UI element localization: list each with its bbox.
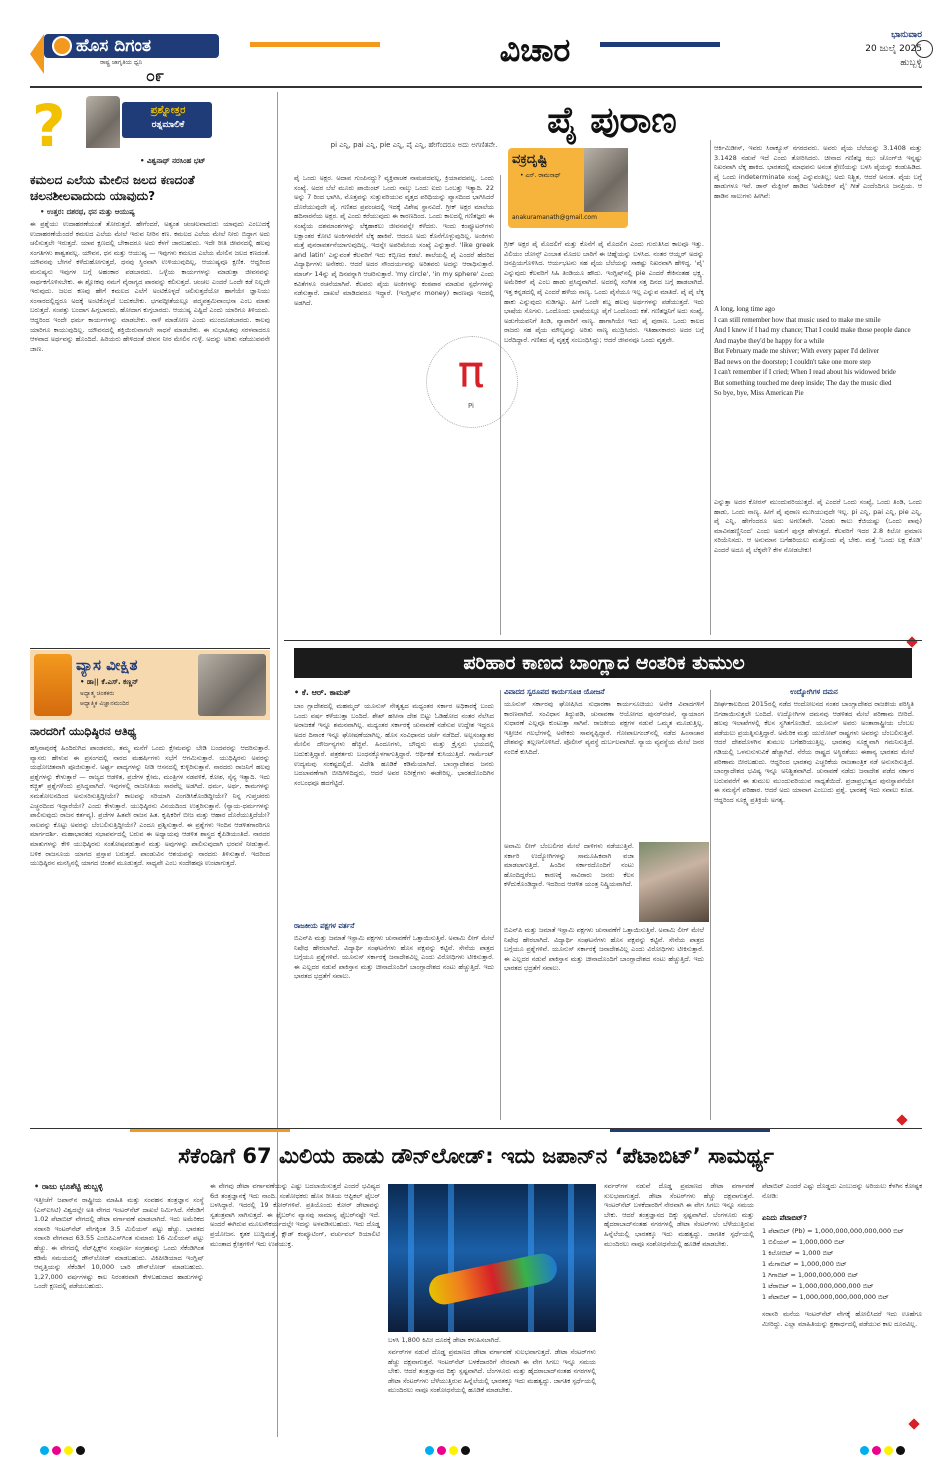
logo-text: ಹೊಸ ದಿಗಂತ — [76, 36, 151, 56]
song-line: And I knew if I had my chance; That I could make those people dance — [714, 326, 911, 334]
vyasa-header-title: ವ್ಯಾಸ ವೀಕ್ಷಿತ — [76, 656, 138, 674]
song-line: But February made me shiver; With every paper I'd deliver — [714, 347, 880, 355]
vyasa-author-photo — [198, 654, 266, 716]
song-line: So bye, bye, Miss American Pie — [714, 389, 804, 397]
pie-body-1: ಪೈ ಒಂದು ಅಕ್ಷರ. ಅದಾವ ಗುಂಪಿನದ್ದು? ವ್ಯಕ್ತಿವಾಚಕ ನಾಮಪದವಲ್ಲ, ಕ್ರಿಯಾಪದವಲ್ಲ. ಒಂದು ಸಂಖ್ಯೆ. ಅದರ ಬೆಲೆ ಮೂರು ಪಾಯಿಂಟ್ ಒಂದು ನಾಲ್ಕು ಒಂದು ಐದು ಒಂಬತ್ತು ಇತ್ಯಾದಿ. 22 ಅನ್ನು 7 ರಿಂದ ಭಾಗಿಸಿ, ಮೊತ್ತವನ್ನು ಸುತ್ತುವರಿಯುವ ವೃತ್ತದ ಪರಿಧಿಯನ್ನು ವ್ಯಾಸದಿಂದ ಭಾಗಿಸಿದರೆ ದೊರೆಯುವುದೇ ಪೈ. ಗಣಿತದ ಪ್ರಪಂಚದಲ್ಲಿ ಇದಕ್ಕೆ ವಿಶೇಷ ಸ್ಥಾನವಿದೆ. ಗ್ರೀಕ್ ಅಕ್ಷರ ಮಾಲೆಯ ಹದಿನಾರನೆಯ ಅಕ್ಷರ. ಪೈ ಎಂದು ಕರೆಯುವುದು ಈ ಕಾರಣದಿಂದ. ಒಂದು ಕಾಲದಲ್ಲಿ ಗಣಿತಜ್ಞರು ಈ ಸಂಖ್ಯೆಯ ದಶಮಾಂಶಗಳನ್ನು ಲೆಕ್ಕಹಾಕಲು ಜೀವನವನ್ನೇ ಕಳೆದರು. ಇಂದು ಕಂಪ್ಯೂಟರ್‌ಗಳು ಲಕ್ಷಾಂತರ ಕೋಟಿ ಅಂಕಿಗಳವರೆಗೆ ಲೆಕ್ಕ ಹಾಕಿವೆ. ಆದರೂ ಅದು ಕೊನೆಗೊಳ್ಳುವುದಿಲ್ಲ. ಅಂಕಿಗಳು ಮತ್ತೆ ಪುನರಾವರ್ತನೆಯಾಗುವುದಿಲ್ಲ. ಇದನ್ನೇ ಅಪರಿಮೇಯ ಸಂಖ್ಯೆ ಎನ್ನುತ್ತಾರೆ. 'like greek and latin' ಎನ್ನುವಂತೆ ಕೆಲವರಿಗೆ ಇದು ಕಬ್ಬಿಣದ ಕಡಲೆ. ಶಾಲೆಯಲ್ಲಿ ಪೈ ಎಂದರೆ ಹೆದರಿದ ವಿದ್ಯಾರ್ಥಿಗಳು ಅನೇಕರು. ಆದರೆ ಅದರ ಸೌಂದರ್ಯವನ್ನು ಅರಿತವರು ಅದನ್ನು ಆರಾಧಿಸುತ್ತಾರೆ. ಮಾರ್ಚ್ 14ನ್ನು ಪೈ ದಿನವನ್ನಾಗಿ ಆಚರಿಸುತ್ತಾರೆ. 'my circle', 'in my sphere' ಎಂದು ಕವಿತೆಗಳೂ ರಚನೆಯಾಗಿವೆ. ಕೆಲವರು ಪೈಯ ಅಂಕಿಗಳನ್ನು ಕಂಠಪಾಠ ಮಾಡುವ ಸ್ಪರ್ಧೆಗಳನ್ನು ನಡೆಸುತ್ತಾರೆ. ದಾಖಲೆ ಮಾಡಿದವರೂ ಇದ್ದಾರೆ. (ಇಂಗ್ಲಿಷ್‌ನ money) ಕಾರಣವೂ ಇದರಲ್ಲಿ ಅಡಗಿದೆ. — [294, 174, 494, 307]
divider-japan-top — [30, 1128, 922, 1129]
bangladesh-subhead-2: ವಿವಾದದ ಸ್ವರೂಪದ ಕಾರ್ಯಸೂಚಿ ಯೋಜನೆ — [504, 688, 605, 696]
vyasa-headline: ನಾರದರಿಗೆ ಯುಧಿಷ್ಠಿರನ ಆತಿಥ್ಯ — [30, 725, 137, 738]
unit-row: 1 ಮೆಗಾಬಿಟ್ = 1,000,000 ಬಿಟ್ — [762, 1260, 847, 1268]
bangladesh-article — [284, 642, 922, 1127]
pi-caption: Pi — [467, 402, 474, 410]
color-bar-right — [860, 1440, 908, 1459]
masthead-day: ಭಾನುವಾರ — [891, 30, 922, 40]
bangladesh-body-1: ಬಾಂ ಗ್ಲಾದೇಶದಲ್ಲಿ ಮಹಮ್ಮದ್ ಯೂನುಸ್ ನೇತೃತ್ವದ ಮಧ್ಯಂತರ ಸರ್ಕಾರ ಅಧಿಕಾರಕ್ಕೆ ಬಂದು ಒಂದು ವರ್ಷ ಕಳೆಯುತ್ತಾ ಬಂದಿದೆ. ಶೇಖ್ ಹಸೀನಾ ದೇಶ ಬಿಟ್ಟು ಓಡಿಹೋದ ನಂತರ ನೆಲೆಸಿದ ಅರಾಜಕತೆ ಇನ್ನೂ ಶಮನವಾಗಿಲ್ಲ. ಮಧ್ಯಂತರ ಸರ್ಕಾರಕ್ಕೆ ಚುನಾವಣೆ ನಡೆಸುವ ಉದ್ದೇಶ ಇದ್ದರೂ ಅದರ ದಿನಾಂಕ ಇನ್ನೂ ಘೋಷಣೆಯಾಗಿಲ್ಲ. ಹೊಸ ಸಂವಿಧಾನದ ಚರ್ಚೆ ನಡೆದಿದೆ. ಅಲ್ಪಸಂಖ್ಯಾತರ ಮೇಲಿನ ದೌರ್ಜನ್ಯಗಳು ಹೆಚ್ಚಿವೆ. ಹಿಂದೂಗಳು, ಬೌದ್ಧರು ಮತ್ತು ಕ್ರೈಸ್ತರು ಭಯದಲ್ಲಿ ಬದುಕುತ್ತಿದ್ದಾರೆ. ಪತ್ರಕರ್ತರು ಬಂಧನಕ್ಕೊಳಗಾಗುತ್ತಿದ್ದಾರೆ. ಆರ್ಥಿಕತೆ ಕುಸಿಯುತ್ತಿದೆ. ಗಾರ್ಮೆಂಟ್ ಉದ್ಯಮವು ಸಂಕಷ್ಟದಲ್ಲಿದೆ. ವಿದೇಶಿ ಹೂಡಿಕೆ ಕಡಿಮೆಯಾಗಿದೆ. ಬಾಂಗ್ಲಾದೇಶದ ಜನರು ಬದಲಾವಣೆಗಾಗಿ ಬೀದಿಗಿಳಿದಿದ್ದರು, ಆದರೆ ಅವರ ನಿರೀಕ್ಷೆಗಳು ಈಡೇರಿಲ್ಲ. ಭಾರತದೊಂದಿಗಿನ ಸಂಬಂಧವೂ ಹದಗೆಟ್ಟಿದೆ. — [294, 702, 494, 787]
japan-body-3: ಸರ್ವರ್‌ಗಳ ನಡುವೆ ದೊಡ್ಡ ಪ್ರಮಾಣದ ಡೇಟಾ ವರ್ಗಾವಣೆ ಸುಲಭವಾಗುತ್ತದೆ. ಡೇಟಾ ಸೆಂಟರ್‌ಗಳು ಹೆಚ್ಚು ದಕ್ಷವಾಗುತ್ತವೆ. ಇಂಟರ್‌ನೆಟ್ ಬಳಕೆದಾರರಿಗೆ ನೇರವಾಗಿ ಈ ವೇಗ ಸಿಗಲು ಇನ್ನೂ ಸಮಯ ಬೇಕು. ಆದರೆ ತಂತ್ರಜ್ಞಾನದ ದಿಕ್ಕು ಸ್ಪಷ್ಟವಾಗಿದೆ. ಬೆಂಗಳೂರು ಮತ್ತು ಹೈದರಾಬಾದ್‌ನಂತಹ ನಗರಗಳಲ್ಲಿ ಡೇಟಾ ಸೆಂಟರ್‌ಗಳು ಬೆಳೆಯುತ್ತಿರುವ ಹಿನ್ನೆಲೆಯಲ್ಲಿ ಭಾರತಕ್ಕೂ ಇದು ಮಹತ್ವದ್ದು. ಜಾಗತಿಕ ಸ್ಪರ್ಧೆಯಲ್ಲಿ ಮುಂದಿರಲು ನಾವೂ ಸಂಶೋಧನೆಯಲ್ಲಿ ಹೂಡಿಕೆ ಮಾಡಬೇಕು. — [388, 1348, 596, 1395]
divider-bangladesh-2 — [710, 690, 711, 1120]
japan-body-1: ಇತ್ತೀಚೆಗೆ ಜಪಾನ್‌ನ ರಾಷ್ಟ್ರೀಯ ಮಾಹಿತಿ ಮತ್ತು ಸಂವಹನ ತಂತ್ರಜ್ಞಾನ ಸಂಸ್ಥೆ (ಎನ್‌ಐಸಿಟಿ) ವಿಶ್ವದಲ್ಲೇ ಅತಿ ವೇಗದ ಇಂಟರ್‌ನೆಟ್ ದಾಖಲೆ ನಿರ್ಮಿಸಿದೆ. ಸೆಕೆಂಡಿಗೆ 1.02 ಪೆಟಾಬಿಟ್ ವೇಗದಲ್ಲಿ ಡೇಟಾ ವರ್ಗಾವಣೆ ಮಾಡಲಾಗಿದೆ. ಇದು ಅಮೆರಿಕದ ಸರಾಸರಿ ಇಂಟರ್‌ನೆಟ್ ವೇಗಕ್ಕಿಂತ 3.5 ಮಿಲಿಯನ್ ಪಟ್ಟು ಹೆಚ್ಚು. ಭಾರತದ ಸರಾಸರಿ ವೇಗವಾದ 63.55 ಎಂಬಿಪಿಎಸ್‌ಗಿಂತ ಸುಮಾರು 16 ಮಿಲಿಯನ್ ಪಟ್ಟು ಹೆಚ್ಚು. ಈ ವೇಗದಲ್ಲಿ ನೆಟ್‌ಫ್ಲಿಕ್ಸ್‌ನ ಸಂಪೂರ್ಣ ಸಂಗ್ರಹವನ್ನು ಒಂದು ಸೆಕೆಂಡಿಗಿಂತ ಕಡಿಮೆ ಸಮಯದಲ್ಲಿ ಡೌನ್‌ಲೋಡ್ ಮಾಡಬಹುದು. ವಿಕಿಪೀಡಿಯಾದ ಇಂಗ್ಲಿಷ್ ಆವೃತ್ತಿಯನ್ನು ಸೆಕೆಂಡಿಗೆ 10,000 ಬಾರಿ ಡೌನ್‌ಲೋಡ್ ಮಾಡಬಹುದು. 1,27,000 ವರ್ಷಗಳಷ್ಟು ಕಾಲ ನಿರಂತರವಾಗಿ ಕೇಳಬಹುದಾದ ಹಾಡುಗಳನ್ನು ಒಂದೇ ಕ್ಷಣದಲ್ಲಿ ಪಡೆಯಬಹುದು. — [34, 1196, 204, 1291]
unit-row: 1 ಪೆಟಾಬಿಟ್ = 1,000,000,000,000,000 ಬಿಟ್ — [762, 1293, 889, 1301]
pie-article — [284, 90, 922, 660]
song-line: A long, long time ago — [714, 305, 775, 313]
logo-tagline: ರಾಷ್ಟ್ರ ಜಾಗೃತಿಯ ಧ್ವನಿ — [100, 59, 143, 66]
section-title: ವಿಚಾರ — [499, 31, 571, 69]
qa-question: ಕಮಲದ ಎಲೆಯ ಮೇಲಿನ ಜಲದ ಕಣದಂತೆ ಚಲನಶೀಲವಾದುದು ಯಾವುದು? — [30, 173, 195, 203]
japan-body-4: ಪೆಟಾಬಿಟ್ ಎಂದರೆ ಎಷ್ಟು ದೊಡ್ಡದು ಎಂಬುದನ್ನು ಅರಿಯಲು ಕೆಳಗಿನ ಕೋಷ್ಟಕ ನೋಡಿ: — [762, 1182, 922, 1200]
divider-left-mid — [30, 648, 270, 649]
unit-row: 1 ಟೆರಾಬಿಟ್ = 1,000,000,000,000 ಬಿಟ್ — [762, 1282, 874, 1290]
bangladesh-crowd-photo — [639, 842, 709, 922]
japan-body-3b: ಸರ್ವರ್‌ಗಳ ನಡುವೆ ದೊಡ್ಡ ಪ್ರಮಾಣದ ಡೇಟಾ ವರ್ಗಾವಣೆ ಸುಲಭವಾಗುತ್ತದೆ. ಡೇಟಾ ಸೆಂಟರ್‌ಗಳು ಹೆಚ್ಚು ದಕ್ಷವಾಗುತ್ತವೆ. ಇಂಟರ್‌ನೆಟ್ ಬಳಕೆದಾರರಿಗೆ ನೇರವಾಗಿ ಈ ವೇಗ ಸಿಗಲು ಇನ್ನೂ ಸಮಯ ಬೇಕು. ಆದರೆ ತಂತ್ರಜ್ಞಾನದ ದಿಕ್ಕು ಸ್ಪಷ್ಟವಾಗಿದೆ. ಬೆಂಗಳೂರು ಮತ್ತು ಹೈದರಾಬಾದ್‌ನಂತಹ ನಗರಗಳಲ್ಲಿ ಡೇಟಾ ಸೆಂಟರ್‌ಗಳು ಬೆಳೆಯುತ್ತಿರುವ ಹಿನ್ನೆಲೆಯಲ್ಲಿ ಭಾರತಕ್ಕೂ ಇದು ಮಹತ್ವದ್ದು. ಜಾಗತಿಕ ಸ್ಪರ್ಧೆಯಲ್ಲಿ ಮುಂದಿರಲು ನಾವೂ ಸಂಶೋಧನೆಯಲ್ಲಿ ಹೂಡಿಕೆ ಮಾಡಬೇಕು. — [604, 1182, 754, 1248]
masthead-city: ಹುಬ್ಬಳ್ಳಿ — [900, 58, 922, 68]
japan-headline: ಸೆಕೆಂಡಿಗೆ 67 ಮಿಲಿಯ ಹಾಡು ಡೌನ್‌ಲೋಡ್: ಇದು ಜಪಾನ್‌ನ ‘ಪೆಟಾಬಿಟ್’ ಸಾಮರ್ಥ್ಯ — [178, 1144, 774, 1168]
bangladesh-subhead-1: ರಾಜಕೀಯ ಪಕ್ಷಗಳ ವರ್ತನೆ — [294, 922, 355, 930]
fiber-cable-icon — [426, 1251, 559, 1307]
qa-author-photo — [86, 96, 120, 148]
divider-bangladesh-1 — [500, 690, 501, 1120]
pie-author-photo — [584, 148, 628, 212]
song-lyrics — [714, 304, 922, 494]
vyasa-author: • ಡಾ|| ಕೆ.ಎಸ್. ಕಣ್ಣನ್ — [80, 678, 139, 686]
masthead — [0, 0, 945, 90]
song-line: And maybe they'd be happy for a while — [714, 336, 825, 345]
color-bar-left — [40, 1440, 88, 1459]
pie-body-3: ಆರ್ಕಿಮಿಡೀಸ್, ಇವರು ಸಿರಾಕ್ಯೂಸ್ ನಗರದವರು. ಅವರು ಪೈಯ ಬೆಲೆಯನ್ನು 3.1408 ಮತ್ತು 3.1428 ನಡುವೆ ಇದೆ ಎಂದು ತೋರಿಸಿದರು. ಚೀನಾದ ಗಣಿತಜ್ಞ ಝು ಚೊಂಗ್‌ಜಿ ಇನ್ನಷ್ಟು ನಿಖರವಾಗಿ ಲೆಕ್ಕ ಹಾಕಿದ. ಭಾರತದಲ್ಲಿ ಮಾಧವನು ಅನಂತ ಶ್ರೇಣಿಯನ್ನು ಬಳಸಿ ಪೈಯನ್ನು ಕಂಡುಹಿಡಿದ. ಪೈ ಒಂದು indeterminate ಸಂಖ್ಯೆ ಎನ್ನುವಂತಿಲ್ಲ; ಅದು ನಿಶ್ಚಿತ, ಆದರೆ ಅನಂತ. ಪೈಯ ಬಗ್ಗೆ ಹಾಡುಗಳೂ ಇವೆ. ಡಾನ್ ಮೆಕ್ಲೀನ್ ಹಾಡಿದ 'ಅಮೆರಿಕನ್ ಪೈ' ಗೀತೆ ಎಂದೆಂದಿಗೂ ಜನಪ್ರಿಯ. ಆ ಹಾಡಿನ ಸಾಲುಗಳು ಹೀಗಿವೆ: — [714, 144, 922, 200]
pie-headline: ಪೈ ಪುರಾಣ — [547, 100, 677, 141]
vyasa-author-role1: ಅಧ್ಯಾತ್ಮ ಚಿಂತಕರು — [80, 690, 115, 697]
page-number: ೦೯ — [146, 66, 164, 85]
units-table — [762, 1226, 922, 1303]
song-line: But something touched me deep inside; The day the music died — [714, 378, 892, 387]
song-line: I can still remember how that music used to make me smile — [714, 315, 881, 324]
pie-author-email: anakuramanath@gmail.com — [512, 214, 597, 221]
divider-pie-1 — [500, 175, 501, 635]
qa-author: • ವಿಶ್ವನಾಥ್ ನರಸಿಂಹ ಭಟ್ — [140, 157, 206, 165]
divider-pie-bottom — [284, 640, 922, 641]
vyasa-sage-image — [34, 654, 72, 716]
data-center-image — [388, 1184, 596, 1332]
registration-mark-top — [915, 40, 933, 58]
logo — [30, 22, 220, 84]
bangladesh-body-4b: ಬಿಎನ್‌ಪಿ ಮತ್ತು ಜಮಾತೆ ಇಸ್ಲಾಮಿ ಪಕ್ಷಗಳು ಚುನಾವಣೆಗೆ ಒತ್ತಾಯಿಸುತ್ತಿವೆ. ಅವಾಮಿ ಲೀಗ್ ಮೇಲೆ ನಿಷೇಧ ಹೇರಲಾಗಿದೆ. ವಿದ್ಯಾರ್ಥಿ ಸಂಘಟನೆಗಳು ಹೊಸ ಪಕ್ಷವನ್ನು ಕಟ್ಟಿವೆ. ಸೇನೆಯ ಪಾತ್ರದ ಬಗ್ಗೆಯೂ ಪ್ರಶ್ನೆಗಳಿವೆ. ಯೂನುಸ್ ಸರ್ಕಾರಕ್ಕೆ ಜನಾದೇಶವಿಲ್ಲ ಎಂದು ವಿರೋಧಿಗಳು ಟೀಕಿಸುತ್ತಾರೆ. ಈ ಎಲ್ಲದರ ನಡುವೆ ಪಾಕಿಸ್ತಾನ ಮತ್ತು ಚೀನಾದೊಂದಿಗೆ ಬಾಂಗ್ಲಾದೇಶದ ನಂಟು ಹೆಚ್ಚುತ್ತಿದೆ. ಇದು ಭಾರತದ ಭದ್ರತೆಗೆ ಸವಾಲು. — [504, 926, 704, 973]
japan-body-5: ಸರಾಸರಿ ಮನೆಯ ಇಂಟರ್‌ನೆಟ್ ವೇಗಕ್ಕೆ ಹೋಲಿಸಿದರೆ ಇದು ಊಹೆಗೂ ಮೀರಿದ್ದು. ಎಲ್ಲಾ ಮಾಹಿತಿಯನ್ನು ಕ್ಷಣಾರ್ಧದಲ್ಲಿ ಪಡೆಯುವ ಕಾಲ ದೂರವಿಲ್ಲ. — [762, 1310, 922, 1328]
vakradrishti-author: • ಎನ್. ರಾಮನಾಥ್ — [520, 172, 561, 179]
divider-pie-2 — [710, 140, 711, 635]
qa-answer-by: • ಉತ್ತರ: ದಶರಥ, ಧನ ಮತ್ತು ಆಯುಷ್ಯ — [40, 208, 135, 216]
bangladesh-body-4: ಅವಾಮಿ ಲೀಗ್ ಬೆಂಬಲಿಗರ ಮೇಲೆ ದಾಳಿಗಳು ನಡೆಯುತ್ತಿವೆ. ಸರ್ಕಾರಿ ಉದ್ಯೋಗಿಗಳನ್ನು ಸಾಮೂಹಿಕವಾಗಿ ವಜಾ ಮಾಡಲಾಗುತ್ತಿದೆ. ಹಿಂದಿನ ಸರ್ಕಾರದೊಂದಿಗೆ ನಂಟು ಹೊಂದಿದ್ದರೆಂಬ ಕಾರಣಕ್ಕೆ ಸಾವಿರಾರು ಜನರು ಕೆಲಸ ಕಳೆದುಕೊಂಡಿದ್ದಾರೆ. ಇದರಿಂದ ಆಡಳಿತ ಯಂತ್ರ ನಿಷ್ಕ್ರಿಯವಾಗಿದೆ. — [504, 842, 634, 889]
japan-image-caption: ಬಳಸಿ 1,800 ಕಿಮೀ ದೂರಕ್ಕೆ ಡೇಟಾ ಕಳುಹಿಸಲಾಗಿದೆ. — [388, 1336, 501, 1344]
logo-emblem-icon — [52, 36, 72, 56]
masthead-stripe-orange — [250, 42, 380, 47]
pie-body-2: ಗ್ರೀಕ್ ಅಕ್ಷರ ಪೈ ಮೊದಲಿಗೆ ಮತ್ತು ಕೊನೆಗೆ ಪೈ ಮೊದಲಿಗ ಎಂದು ಗುರುತಿಸಿದ ಕಾಲವೂ ಇತ್ತು. ವಿಲಿಯಂ ಜೋನ್ಸ್ ಎಂಬಾತ ಮೊದಲ ಬಾರಿಗೆ ಈ ಚಿಹ್ನೆಯನ್ನು ಬಳಸಿದ. ನಂತರ ಆಯ್ಲರ್ ಅದನ್ನು ಜನಪ್ರಿಯಗೊಳಿಸಿದ. ಆರ್ಯಭಟನು ಸಹ ಪೈಯ ಬೆಲೆಯನ್ನು ಸಾಕಷ್ಟು ನಿಖರವಾಗಿ ಹೇಳಿದ್ದ. 'ಪೈ' ಎನ್ನುವುದು ಕೆಲವರಿಗೆ ಸಿಹಿ ತಿಂಡಿಯೂ ಹೌದು. ಇಂಗ್ಲಿಷ್‌ನಲ್ಲಿ pie ಎಂದರೆ ಕೇಕಿನಂತಹ ಭಕ್ಷ್ಯ. ಅಮೆರಿಕನ್ ಪೈ ಎಂಬ ಹಾಡು ಪ್ರಸಿದ್ಧವಾಗಿದೆ. ಅದರಲ್ಲಿ ಸಂಗೀತ ಸತ್ತ ದಿನದ ಬಗ್ಗೆ ಹಾಡಲಾಗಿದೆ. ಇತ್ತ ಕನ್ನಡದಲ್ಲಿ ಪೈ ಎಂದರೆ ಹಳೆಯ ನಾಣ್ಯ. ಒಂದು ಪೈಸೆಯೂ ಇಲ್ಲ ಎನ್ನುವ ಮಾತಿದೆ. ಪೈ ಪೈ ಲೆಕ್ಕ ಹಾಕು ಎನ್ನುವುದು ನುಡಿಗಟ್ಟು. ಹೀಗೆ ಒಂದೇ ಶಬ್ದ ಹಲವು ಅರ್ಥಗಳನ್ನು ಪಡೆಯುತ್ತದೆ. ಇದು ಭಾಷೆಯ ಸೊಗಸು. ಒಂದೊಂದು ಭಾಷೆಯಲ್ಲೂ ಪೈಗೆ ಒಂದೊಂದು ಕತೆ. ಗಣಿತಜ್ಞನಿಗೆ ಅದು ಸಂಖ್ಯೆ, ಅಡುಗೆಯವನಿಗೆ ತಿಂಡಿ, ವ್ಯಾಪಾರಿಗೆ ನಾಣ್ಯ. ಹಾಗಾಗಿಯೇ ಇದು ಪೈ ಪುರಾಣ. ಒಂದು ಕಾಲದ ರಾಜರು ಸಹ ಪೈಯ ಮೌಲ್ಯವನ್ನು ಅರಿತು ನಾಣ್ಯ ಮುದ್ರಿಸಿದರು. ಇತಿಹಾಸಕಾರರು ಅದರ ಬಗ್ಗೆ ಬರೆದಿದ್ದಾರೆ. ಗಣಿತದ ಪೈ ವೃತ್ತಕ್ಕೆ ಸಂಬಂಧಿಸಿದ್ದು; ಆದರೆ ಜೀವನವೂ ಒಂದು ವೃತ್ತವೇ. — [504, 240, 704, 344]
bangladesh-body-3: ಯೂನುಸ್ ಸರ್ಕಾರವು ಘೋಷಿಸಿದ ಸುಧಾರಣಾ ಕಾರ್ಯಸೂಚಿಯು ಅನೇಕ ವಿವಾದಗಳಿಗೆ ಕಾರಣವಾಗಿದೆ. ಸಂವಿಧಾನ ತಿದ್ದುಪಡಿ, ಚುನಾವಣಾ ಆಯೋಗದ ಪುನರ್‌ರಚನೆ, ನ್ಯಾಯಾಂಗ ಸುಧಾರಣೆ ಎಲ್ಲವೂ ಕುಂಟುತ್ತಾ ಸಾಗಿವೆ. ರಾಜಕೀಯ ಪಕ್ಷಗಳ ನಡುವೆ ಒಮ್ಮತ ಮೂಡುತ್ತಿಲ್ಲ. ಇತ್ತೀಚಿನ ಗಲಭೆಗಳಲ್ಲಿ ಅನೇಕರು ಸಾವನ್ನಪ್ಪಿದ್ದಾರೆ. ಗೋಪಾಲಗಂಜ್‌ನಲ್ಲಿ ನಡೆದ ಹಿಂಸಾಚಾರ ದೇಶವನ್ನು ತಲ್ಲಣಗೊಳಿಸಿದೆ. ಪೊಲೀಸ್ ವ್ಯವಸ್ಥೆ ದುರ್ಬಲವಾಗಿದೆ. ನ್ಯಾಯ ವ್ಯವಸ್ಥೆಯ ಮೇಲೆ ಜನರ ನಂಬಿಕೆ ಕುಸಿದಿದೆ. — [504, 700, 704, 756]
unit-row: 1 ಪೆಟಾಬಿಟ್ (Pb) = 1,000,000,000,000,000 ಬಿಟ್ — [762, 1227, 904, 1235]
japan-body-2: ಈ ವೇಗವು ಡೇಟಾ ವರ್ಗಾವಣೆಯನ್ನು ಎಷ್ಟು ಬದಲಾಯಿಸುತ್ತದೆ ಎಂದರೆ ಭವಿಷ್ಯದ 6ಜಿ ತಂತ್ರಜ್ಞಾನಕ್ಕೆ ಇದು ನಾಂದಿ. ಸಂಶೋಧಕರು ಹೊಸ ರೀತಿಯ ಆಪ್ಟಿಕಲ್ ಫೈಬರ್ ಬಳಸಿದ್ದಾರೆ. ಇದರಲ್ಲಿ 19 ಕೋರ್‌ಗಳಿವೆ. ಪ್ರತಿಯೊಂದು ಕೋರ್ ಡೇಟಾವನ್ನು ಸ್ವತಂತ್ರವಾಗಿ ಸಾಗಿಸುತ್ತದೆ. ಈ ಫೈಬರ್‌ನ ವ್ಯಾಸವು ಸಾಮಾನ್ಯ ಫೈಬರ್‌ನಷ್ಟೇ ಇದೆ. ಅಂದರೆ ಈಗಿರುವ ಮೂಲಸೌಕರ್ಯದಲ್ಲೇ ಇದನ್ನು ಅಳವಡಿಸಬಹುದು. ಇದು ದೊಡ್ಡ ಪ್ರಯೋಜನ. ಕೃತಕ ಬುದ್ಧಿಮತ್ತೆ, ಕ್ಲೌಡ್ ಕಂಪ್ಯೂಟಿಂಗ್, ವರ್ಚುವಲ್ ರಿಯಾಲಿಟಿ ಮುಂತಾದ ಕ್ಷೇತ್ರಗಳಿಗೆ ಇದು ಉಪಯುಕ್ತ. — [210, 1182, 380, 1248]
qa-column — [30, 90, 270, 650]
bangladesh-subhead-3: ಉದ್ಯೋಗಿಗಳ ದಮನ — [790, 688, 838, 696]
japan-article — [30, 1128, 922, 1433]
color-bar-center — [425, 1440, 473, 1459]
vyasa-body: ಹಸ್ತಿನಾಪುರಕ್ಕೆ ಹಿಂದಿರುಗಿದ ಪಾಂಡವರು, ತಮ್ಮ ಮನೆಗೆ ಒಂದು ಕ್ಷೇಮವನ್ನು ಬೇಡಿ ಬಂದವರನ್ನು ಆದರಿಸುತ್ತಾರೆ. ವ್ಯಾಸರು ಹೇಳುವ ಈ ಪ್ರಸಂಗದಲ್ಲಿ ನಾರದ ಮಹರ್ಷಿಗಳು ಸಭೆಗೆ ಆಗಮಿಸುತ್ತಾರೆ. ಯುಧಿಷ್ಠಿರನು ಅವರನ್ನು ಯಥೋಚಿತವಾಗಿ ಪೂಜಿಸುತ್ತಾನೆ. ಅರ್ಘ್ಯ ಪಾದ್ಯಗಳನ್ನು ನೀಡಿ ಆಸನದಲ್ಲಿ ಕುಳ್ಳಿರಿಸುತ್ತಾನೆ. ನಾರದರು ರಾಜನಿಗೆ ಹಲವು ಪ್ರಶ್ನೆಗಳನ್ನು ಕೇಳುತ್ತಾರೆ — ರಾಜ್ಯದ ಆಡಳಿತ, ಪ್ರಜೆಗಳ ಕ್ಷೇಮ, ಮಂತ್ರಿಗಳ ನಡವಳಿಕೆ, ಕೋಶ, ಸೈನ್ಯ ಇತ್ಯಾದಿ. ಇದು ಕಚ್ಚಿತ್ ಪ್ರಶ್ನೆಗಳೆಂದು ಪ್ರಸಿದ್ಧವಾಗಿದೆ. ಇವುಗಳಲ್ಲಿ ರಾಜನೀತಿಯ ಸಾರವೆಲ್ಲ ಅಡಗಿದೆ. ಧರ್ಮ, ಅರ್ಥ, ಕಾಮಗಳನ್ನು ಸಮತೋಲನದಿಂದ ಅನುಸರಿಸುತ್ತಿದ್ದೀಯೇ? ಕಾಲವನ್ನು ಸರಿಯಾಗಿ ವಿಂಗಡಿಸಿಕೊಂಡಿದ್ದೀಯೇ? ನಿನ್ನ ಗುಪ್ತಚರರು ಎಚ್ಚರದಿಂದ ಇದ್ದಾರೆಯೇ? ಎಂದು ಕೇಳುತ್ತಾರೆ. ಯುಧಿಷ್ಠಿರನು ವಿನಯದಿಂದ ಉತ್ತರಿಸುತ್ತಾನೆ. (ನ್ಯಾಯ-ಧರ್ಮಗಳನ್ನು ಪಾಲಿಸುವುದು ರಾಜನ ಕರ್ತವ್ಯ). ಪ್ರಜೆಗಳ ಹಿತವೇ ರಾಜನ ಹಿತ. ಕೃಷಿಕರಿಗೆ ಬೀಜ ಮತ್ತು ಆಹಾರ ದೊರೆಯುತ್ತಿದೆಯೇ? ಸಾಲವನ್ನು ಕೊಟ್ಟು ಅವರನ್ನು ಬೆಂಬಲಿಸುತ್ತಿದ್ದೀಯೇ? ಎಂದೂ ಪ್ರಶ್ನಿಸುತ್ತಾರೆ. ಈ ಪ್ರಶ್ನೆಗಳು ಇಂದಿನ ಆಡಳಿತಗಾರರಿಗೂ ಮಾರ್ಗದರ್ಶಿ. ಮಹಾಭಾರತದ ಸಭಾಪರ್ವದಲ್ಲಿ ಬರುವ ಈ ಅಧ್ಯಾಯವು ಆಡಳಿತ ಶಾಸ್ತ್ರದ ಕೈಪಿಡಿಯಂತಿದೆ. ನಾರದರ ಮಾತುಗಳನ್ನು ಕೇಳಿ ಯುಧಿಷ್ಠಿರನು ಸಂತೋಷಪಡುತ್ತಾನೆ ಮತ್ತು ಅವುಗಳನ್ನು ಪಾಲಿಸುವುದಾಗಿ ಭರವಸೆ ನೀಡುತ್ತಾನೆ. ಬಳಿಕ ರಾಜಸೂಯ ಯಾಗದ ಪ್ರಸ್ತಾಪ ಬರುತ್ತದೆ. ಪಾಂಡುವಿನ ಆಶಯವನ್ನು ನಾರದರು ತಿಳಿಸುತ್ತಾರೆ. ಇದರಿಂದ ಯುಧಿಷ್ಠಿರನ ಮನಸ್ಸಿನಲ್ಲಿ ಯಾಗದ ಚಿಂತನೆ ಮೂಡುತ್ತದೆ. ಸಾಧ್ಯವೇ ಎಂಬ ಸಂದೇಹವೂ ಉಂಟಾಗುತ್ತದೆ. — [30, 744, 270, 868]
masthead-date: 20 ಜುಲೈ 2025 — [865, 44, 922, 54]
qa-header-sub: ರತ್ನಮಾಲಿಕೆ — [151, 120, 185, 130]
unit-row: 1 ಬಿಲಿಯನ್ = 1,000,000 ಬಿಟ್ — [762, 1238, 845, 1246]
unit-row: 1 ಕಿಲೋಬಿಟ್ = 1,000 ಬಿಟ್ — [762, 1249, 834, 1257]
masthead-rule — [30, 86, 922, 88]
song-line: I can't remember if I cried; When I read about his widowed bride — [714, 368, 896, 376]
bangladesh-headline: ಪರಿಹಾರ ಕಾಣದ ಬಾಂಗ್ಲಾದ ಆಂತರಿಕ ತುಮುಲ — [463, 652, 745, 674]
qa-header-title: ಪ್ರಶ್ನೋತ್ತರ — [150, 105, 186, 116]
question-mark-icon: ? — [32, 92, 66, 160]
pie-body-4: ಎನ್ನುತ್ತಾ ಅದರ ಕೋರಸ್ ಮುಂದುವರಿಯುತ್ತದೆ. ಪೈ ಎಂದರೆ ಒಂದು ಸಂಖ್ಯೆ, ಒಂದು ತಿಂಡಿ, ಒಂದು ಹಾಡು, ಒಂದು ನಾಣ್ಯ. ಹೀಗೆ ಪೈ ಪುರಾಣ ಮುಗಿಯುವುದೇ ಇಲ್ಲ. pi ಎನ್ನಿ, pai ಎನ್ನಿ, pie ಎನ್ನಿ, ಪೈ ಎನ್ನಿ, ಹೇಗೆಂದರೂ ಅದು ಅಗಣಿತವೇ. 'ಎರಡು ಕಾಲು ಕೆಜಿಯಷ್ಟು (ಒಂದು ಪಾವು) ಮಾವಿನಹಣ್ಣಿನಿಂದ' ಎಂದು ಅಡುಗೆ ಪುಸ್ತಕ ಹೇಳುತ್ತದೆ. ಕೆಲವರಿಗೆ ಇದರ 2.8 ಕಿಲೋ ಪ್ರಮಾಣ ಸರಿಯೆನಿಸದು. ಆ ಅನುಮಾನ ಬಗೆಹರಿಯಲು ಮತ್ತೊಂದು ಪೈ ಬೇಕು. ಮತ್ತೆ 'ಒಂದು ಲಕ್ಷ ಕೊಡಿ' ಎಂದರೆ ಅದೂ ಪೈ ಲೆಕ್ಕವೇ? ಕೇಳ ನೋಡಬೇಕು! — [714, 498, 922, 554]
song-line: Bad news on the doorstep; I couldn't take one more step — [714, 357, 871, 366]
vyasa-author-role2: ಆಧ್ಯಾತ್ಮಿಕ ವಿಜ್ಞಾನಮಂದಿರ — [80, 700, 129, 707]
bangladesh-body-5: ದೀರ್ಘಕಾಲದಿಂದ 2015ರಲ್ಲಿ ನಡೆದ ಆಂದೋಲನದ ನಂತರ ಬಾಂಗ್ಲಾದೇಶದ ರಾಜಕೀಯ ಪರಿಸ್ಥಿತಿ ಬಿಗಡಾಯಿಸುತ್ತಲೇ ಬಂದಿದೆ. ಉದ್ಯೋಗಿಗಳ ದಮನವು ಆಡಳಿತದ ಮೇಲೆ ಪರಿಣಾಮ ಬೀರಿದೆ. ಹಲವು ಇಲಾಖೆಗಳಲ್ಲಿ ಕೆಲಸ ಸ್ಥಗಿತಗೊಂಡಿದೆ. ಯೂನುಸ್ ಅವರು ಅಂತಾರಾಷ್ಟ್ರೀಯ ಬೆಂಬಲ ಪಡೆಯಲು ಪ್ರಯತ್ನಿಸುತ್ತಿದ್ದಾರೆ. ಅಮೆರಿಕ ಮತ್ತು ಯುರೋಪ್ ರಾಷ್ಟ್ರಗಳು ಅವರನ್ನು ಬೆಂಬಲಿಸುತ್ತಿವೆ. ಆದರೆ ದೇಶದೊಳಗಿನ ತುಮುಲ ಬಗೆಹರಿಯುತ್ತಿಲ್ಲ. ಭಾರತವು ಸೂಕ್ಷ್ಮವಾಗಿ ಗಮನಿಸುತ್ತಿದೆ. ಗಡಿಯಲ್ಲಿ ಒಳನುಸುಳುವಿಕೆ ಹೆಚ್ಚಾಗಿದೆ. ನೆರೆಯ ರಾಷ್ಟ್ರದ ಅಸ್ಥಿರತೆಯು ಈಶಾನ್ಯ ಭಾರತದ ಮೇಲೆ ಪರಿಣಾಮ ಬೀರಬಹುದು. ಆದ್ದರಿಂದ ಭಾರತವು ಎಚ್ಚರಿಕೆಯ ರಾಜತಾಂತ್ರಿಕ ನಡೆ ಅನುಸರಿಸುತ್ತಿದೆ. ಬಾಂಗ್ಲಾದೇಶದ ಭವಿಷ್ಯ ಇನ್ನೂ ಅನಿಶ್ಚಿತವಾಗಿದೆ. ಚುನಾವಣೆ ನಡೆದು ಜನಾದೇಶ ಪಡೆದ ಸರ್ಕಾರ ಬರುವವರೆಗೆ ಈ ತುಮುಲ ಮುಂದುವರಿಯುವ ಸಾಧ್ಯತೆಯಿದೆ. ಪ್ರಜಾಪ್ರಭುತ್ವದ ಪುನಃಸ್ಥಾಪನೆಯೇ ಈ ಸಮಸ್ಯೆಗೆ ಪರಿಹಾರ. ಆದರೆ ಅದು ಯಾವಾಗ ಎಂಬುದು ಪ್ರಶ್ನೆ. ಭಾರತಕ್ಕೆ ಇದು ಸವಾಲು ಕೂಡ. ಆದ್ದರಿಂದ ಸೂಕ್ಷ್ಮ ಪ್ರತಿಕ್ರಿಯೆ ಅಗತ್ಯ. — [714, 700, 914, 804]
units-title: ಏನಿದು ಪೆಟಾಬಿಟ್? — [762, 1214, 808, 1222]
pi-icon: π — [457, 347, 485, 398]
masthead-stripe-blue — [600, 42, 720, 47]
qa-body: ಈ ಪ್ರಶ್ನೆಯು ಉದಾಹರಣೆಯಂತೆ ತೋರುತ್ತದೆ. ಹೇಗೆಂದರೆ, ಅತ್ಯಂತ ಚಂಚಲವಾದುದು ಯಾವುದು ಎಂಬುದಕ್ಕೆ ಉದಾಹರಣೆಯೆಂದರೆ ಕಮಲದ ಎಲೆಯ ಮೇಲೆ ಇರುವ ನೀರಿನ ಕಣ. ಕಮಲದ ಎಲೆಯ ಮೇಲೆ ನೀರು ಬಿದ್ದಾಗ ಅದು ಚಲಿಸುತ್ತಲೇ ಇರುತ್ತದೆ. ಯಾವ ಕ್ಷಣದಲ್ಲಿ ಬೇಕಾದರೂ ಅದು ಕೆಳಗೆ ಜಾರಬಹುದು. ಇದೇ ರೀತಿ ಜೀವನದಲ್ಲಿ ಹಲವು ಸಂಗತಿಗಳು ಶಾಶ್ವತವಲ್ಲ. ಯೌವನ, ಧನ ಮತ್ತು ಆಯುಷ್ಯ — ಇವುಗಳು ಕಮಲದ ಎಲೆಯ ಮೇಲಿನ ಜಲದ ಕಣದಂತೆ. ಯೌವನವು ಬೇಗನೆ ಕಳೆದುಹೋಗುತ್ತದೆ, ಧನವು ಸ್ಥಿರವಾಗಿ ಉಳಿಯುವುದಿಲ್ಲ, ಆಯುಷ್ಯವೂ ಕ್ಷಣಿಕ. ಆದ್ದರಿಂದ ಮನುಷ್ಯನು ಇವುಗಳ ಬಗ್ಗೆ ಅಹಂಕಾರ ಪಡಬಾರದು. ಒಳ್ಳೆಯ ಕಾರ್ಯಗಳನ್ನು ಮಾಡುತ್ತಾ ಜೀವನವನ್ನು ಸಾರ್ಥಕಗೊಳಿಸಬೇಕು. ಈ ಶ್ಲೋಕವು ನಮಗೆ ವೈರಾಗ್ಯದ ಪಾಠವನ್ನು ಕಲಿಸುತ್ತದೆ. ಚಂಚಲ ಎಂದರೆ ಒಂದೇ ಕಡೆ ನಿಲ್ಲದೇ ಇರುವುದು. ಜಲದ ಕಣವು ಹೇಗೆ ಕಮಲದ ಎಲೆಗೆ ಅಂಟಿಕೊಳ್ಳದೆ ಚಲಿಸುತ್ತದೆಯೋ ಹಾಗೆಯೇ ಜ್ಞಾನಿಯು ಸಂಸಾರದಲ್ಲಿದ್ದರೂ ಅದಕ್ಕೆ ಅಂಟಿಕೊಳ್ಳದೆ ಬದುಕಬೇಕು. ಭಗವದ್ಗೀತೆಯಲ್ಲೂ ಪದ್ಮಪತ್ರಮಿವಾಂಭಸಾ ಎಂಬ ಮಾತು ಬರುತ್ತದೆ. ಸಂಪತ್ತು ಬಂದಾಗ ಹಿಗ್ಗಬಾರದು, ಹೋದಾಗ ಕುಗ್ಗಬಾರದು. ಆಯುಷ್ಯ ಎಷ್ಟಿದೆ ಎಂದು ಯಾರಿಗೂ ತಿಳಿಯದು. ಆದ್ದರಿಂದ ಇಂದೇ ಧರ್ಮ ಕಾರ್ಯಗಳನ್ನು ಮಾಡಬೇಕು. ನಾಳೆ ಮಾಡೋಣ ಎಂದು ಮುಂದೂಡಬಾರದು. ಕಾಲವು ಯಾರಿಗೂ ಕಾಯುವುದಿಲ್ಲ. ಯೌವನದಲ್ಲಿ ಶಕ್ತಿಯಿರುವಾಗಲೇ ಸಾಧನೆ ಮಾಡಬೇಕು. ಈ ಸುಭಾಷಿತವು ಸರಳವಾದರೂ ಆಳವಾದ ಅರ್ಥವನ್ನು ಹೊಂದಿದೆ. ಹಿರಿಯರು ಹೇಳಿದಂತೆ ಜೀವನ ನೀರ ಮೇಲಿನ ಗುಳ್ಳೆ. ಅದನ್ನು ಅರಿತು ನಡೆಯುವವನೇ ಜಾಣ. — [30, 220, 270, 353]
pie-intro: pi ಎನ್ನಿ, pai ಎನ್ನಿ, pie ಎನ್ನಿ, ಪೈ ಎನ್ನಿ, ಹೇಗೆಂದರೂ ಅದು ಅಗಣಿತವೇ. — [330, 141, 498, 149]
bangladesh-author: • ಕೆ. ಆರ್. ಕಾಮತ್ — [294, 688, 351, 697]
end-mark-icon — [908, 1418, 919, 1429]
bangladesh-body-2: ಬಿಎನ್‌ಪಿ ಮತ್ತು ಜಮಾತೆ ಇಸ್ಲಾಮಿ ಪಕ್ಷಗಳು ಚುನಾವಣೆಗೆ ಒತ್ತಾಯಿಸುತ್ತಿವೆ. ಅವಾಮಿ ಲೀಗ್ ಮೇಲೆ ನಿಷೇಧ ಹೇರಲಾಗಿದೆ. ವಿದ್ಯಾರ್ಥಿ ಸಂಘಟನೆಗಳು ಹೊಸ ಪಕ್ಷವನ್ನು ಕಟ್ಟಿವೆ. ಸೇನೆಯ ಪಾತ್ರದ ಬಗ್ಗೆಯೂ ಪ್ರಶ್ನೆಗಳಿವೆ. ಯೂನುಸ್ ಸರ್ಕಾರಕ್ಕೆ ಜನಾದೇಶವಿಲ್ಲ ಎಂದು ವಿರೋಧಿಗಳು ಟೀಕಿಸುತ್ತಾರೆ. ಈ ಎಲ್ಲದರ ನಡುವೆ ಪಾಕಿಸ್ತಾನ ಮತ್ತು ಚೀನಾದೊಂದಿಗೆ ಬಾಂಗ್ಲಾದೇಶದ ನಂಟು ಹೆಚ್ಚುತ್ತಿದೆ. ಇದು ಭಾರತದ ಭದ್ರತೆಗೆ ಸವಾಲು. — [294, 934, 494, 981]
unit-row: 1 ಗಿಗಾಬಿಟ್ = 1,000,000,000 ಬಿಟ್ — [762, 1271, 859, 1279]
japan-author: • ರಾಜು ಭೂಶೆಟ್ಟಿ ಹುಬ್ಬಳ್ಳಿ — [34, 1182, 103, 1191]
vakradrishti-title: ವಕ್ರದೃಷ್ಟಿ — [512, 152, 548, 167]
